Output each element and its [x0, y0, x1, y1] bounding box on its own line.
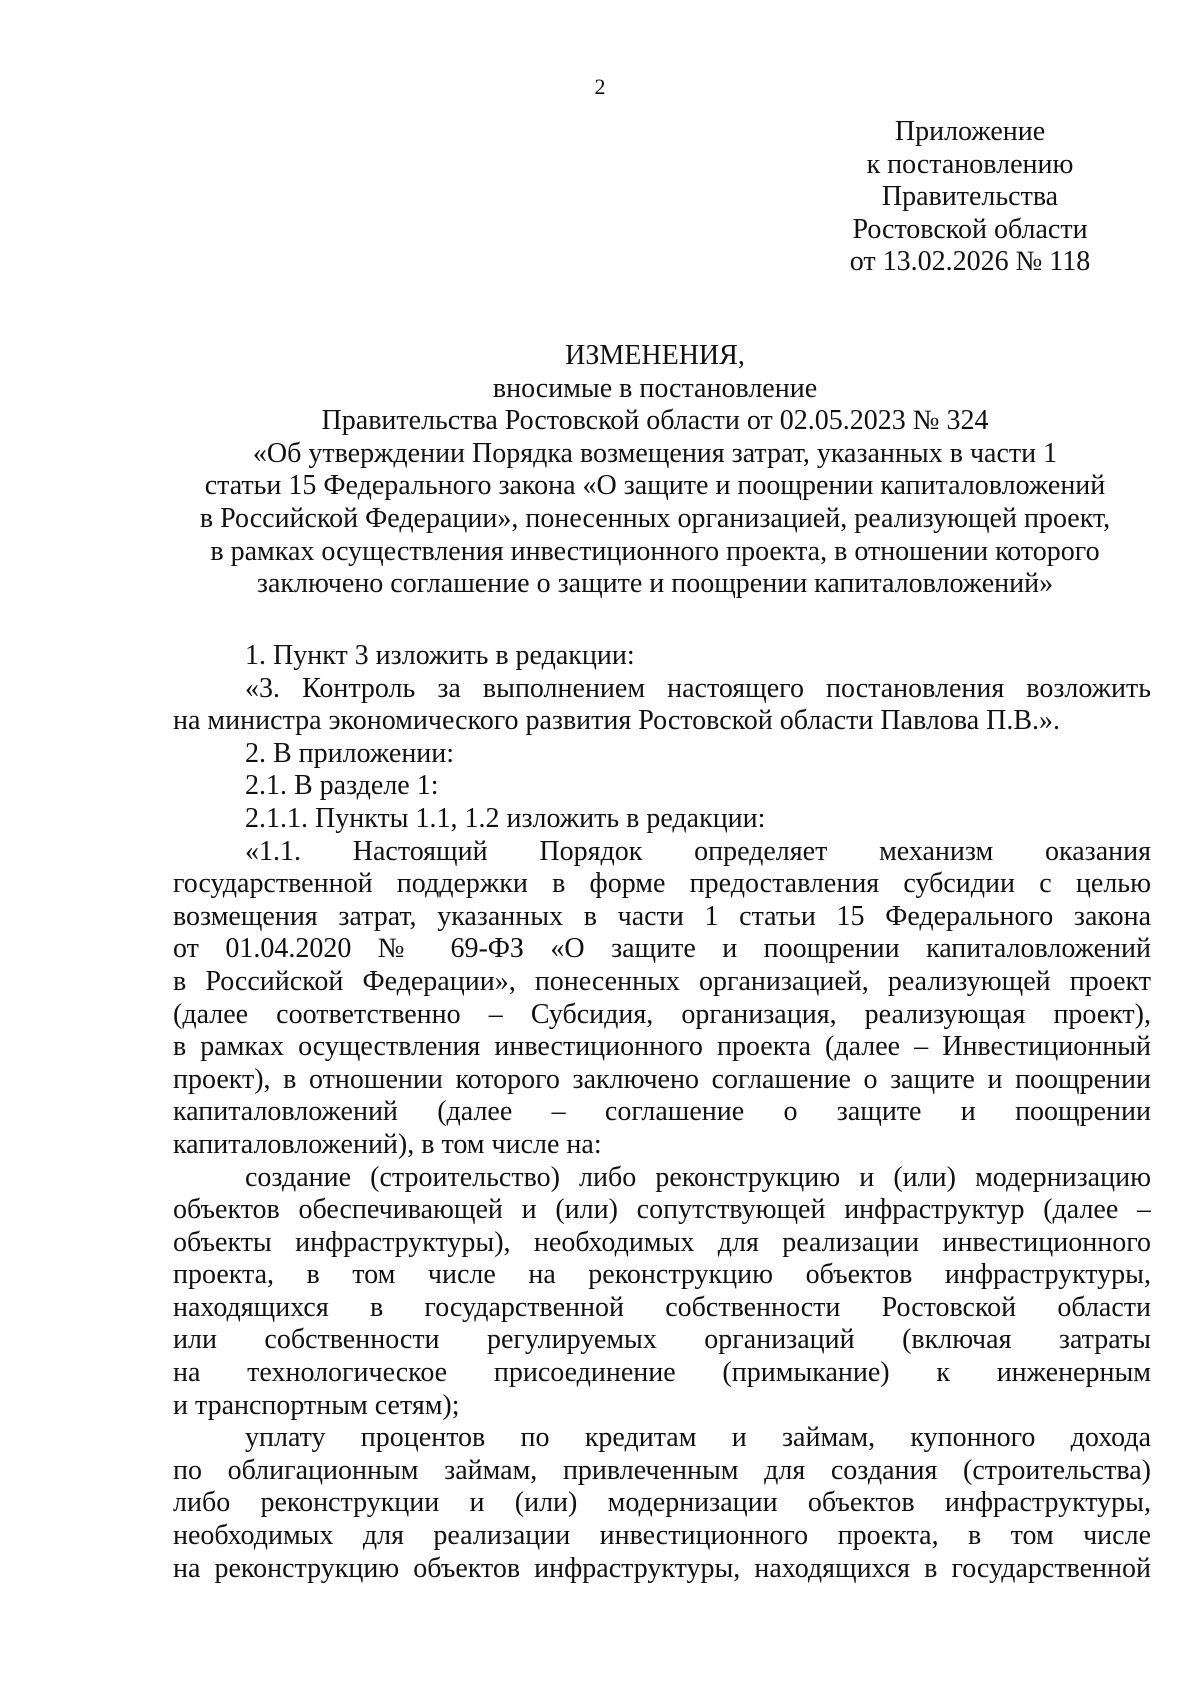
body-line: (далее соответственно – Субсидия, организация, реализующая проект), [173, 998, 1151, 1030]
title-line: в рамках осуществления инвестиционного проекта, в отношении которого [210, 535, 1100, 567]
body-line: возмещения затрат, указанных в части 1 статьи 15 Федерального закона [173, 900, 1151, 932]
title-line: заключено соглашение о защите и поощрении капиталовложений» [256, 568, 1054, 600]
body-line: от 01.04.2020 № 69-ФЗ «О защите и поощрении капиталовложений [173, 933, 1151, 965]
appendix-header [810, 116, 1130, 279]
body-line: уплату процентов по кредитам и займам, купонного дохода [245, 1422, 1151, 1454]
body-line: на технологическое присоединение (примыкание) к инженерным [173, 1357, 1151, 1389]
body-line: в рамках осуществления инвестиционного проекта (далее – Инвестиционный [173, 1031, 1151, 1063]
body-line: проект), в отношении которого заключено соглашение о защите и поощрении [173, 1063, 1151, 1095]
body-line: или собственности регулируемых организаций (включая затраты [173, 1324, 1151, 1356]
appendix-line: Приложение [894, 116, 1046, 147]
page-number: 2 [594, 74, 606, 99]
title-line: вносимые в постановление [492, 372, 818, 404]
body-line: и транспортным сетям); [173, 1389, 460, 1421]
title-line: в Российской Федерации», понесенных организацией, реализующей проект, [199, 502, 1111, 534]
appendix-line: от 13.02.2026 № 118 [849, 246, 1091, 278]
appendix-line: Правительства [881, 181, 1059, 213]
body-line: капиталовложений), в том числе на: [173, 1128, 602, 1160]
document-body [173, 640, 1151, 1585]
appendix-line: Ростовской области [852, 213, 1088, 245]
body-line: «1.1. Настоящий Порядок определяет механизм оказания [245, 835, 1151, 867]
title-heading: ИЗМЕНЕНИЯ, [565, 340, 745, 371]
body-line: на реконструкцию объектов инфраструктуры, находящихся в государственной [173, 1552, 1151, 1584]
title-line: Правительства Ростовской области от 02.05.2023 № 324 [321, 405, 989, 437]
body-line: по облигационным займам, привлеченным для создания (строительства) [173, 1454, 1151, 1486]
body-line: объектов обеспечивающей и (или) сопутствующей инфраструктур (далее – [173, 1194, 1151, 1226]
body-line: 2. В приложении: [245, 737, 455, 769]
body-line: объекты инфраструктуры), необходимых для реализации инвестиционного [173, 1226, 1151, 1258]
body-line: на министра экономического развития Ростовской области Павлова П.В.». [173, 705, 1061, 737]
body-line: необходимых для реализации инвестиционного проекта, в том числе [173, 1520, 1151, 1552]
document-title [130, 340, 1180, 601]
title-line: статьи 15 Федерального закона «О защите и поощрении капиталовложений [204, 470, 1106, 502]
body-line: 2.1.1. Пункты 1.1, 1.2 изложить в редакции: [245, 802, 766, 834]
body-line: в Российской Федерации», понесенных организацией, реализующей проект [173, 965, 1151, 997]
body-line: государственной поддержки в форме предоставления субсидии с целью [173, 868, 1151, 900]
body-line: проекта, в том числе на реконструкцию объектов инфраструктуры, [173, 1259, 1151, 1291]
body-line: «3. Контроль за выполнением настоящего постановления возложить [245, 672, 1151, 704]
body-line: 2.1. В разделе 1: [245, 770, 439, 802]
body-line: находящихся в государственной собственности Ростовской области [173, 1291, 1151, 1323]
title-line: «Об утверждении Порядка возмещения затрат, указанных в части 1 [252, 437, 1058, 469]
appendix-line: к постановлению [866, 148, 1074, 180]
body-line: капиталовложений (далее – соглашение о защите и поощрении [173, 1096, 1151, 1128]
body-line: 1. Пункт 3 изложить в редакции: [245, 640, 635, 671]
body-line: либо реконструкции и (или) модернизации объектов инфраструктуры, [173, 1487, 1151, 1519]
body-line: создание (строительство) либо реконструкцию и (или) модернизацию [245, 1161, 1151, 1193]
